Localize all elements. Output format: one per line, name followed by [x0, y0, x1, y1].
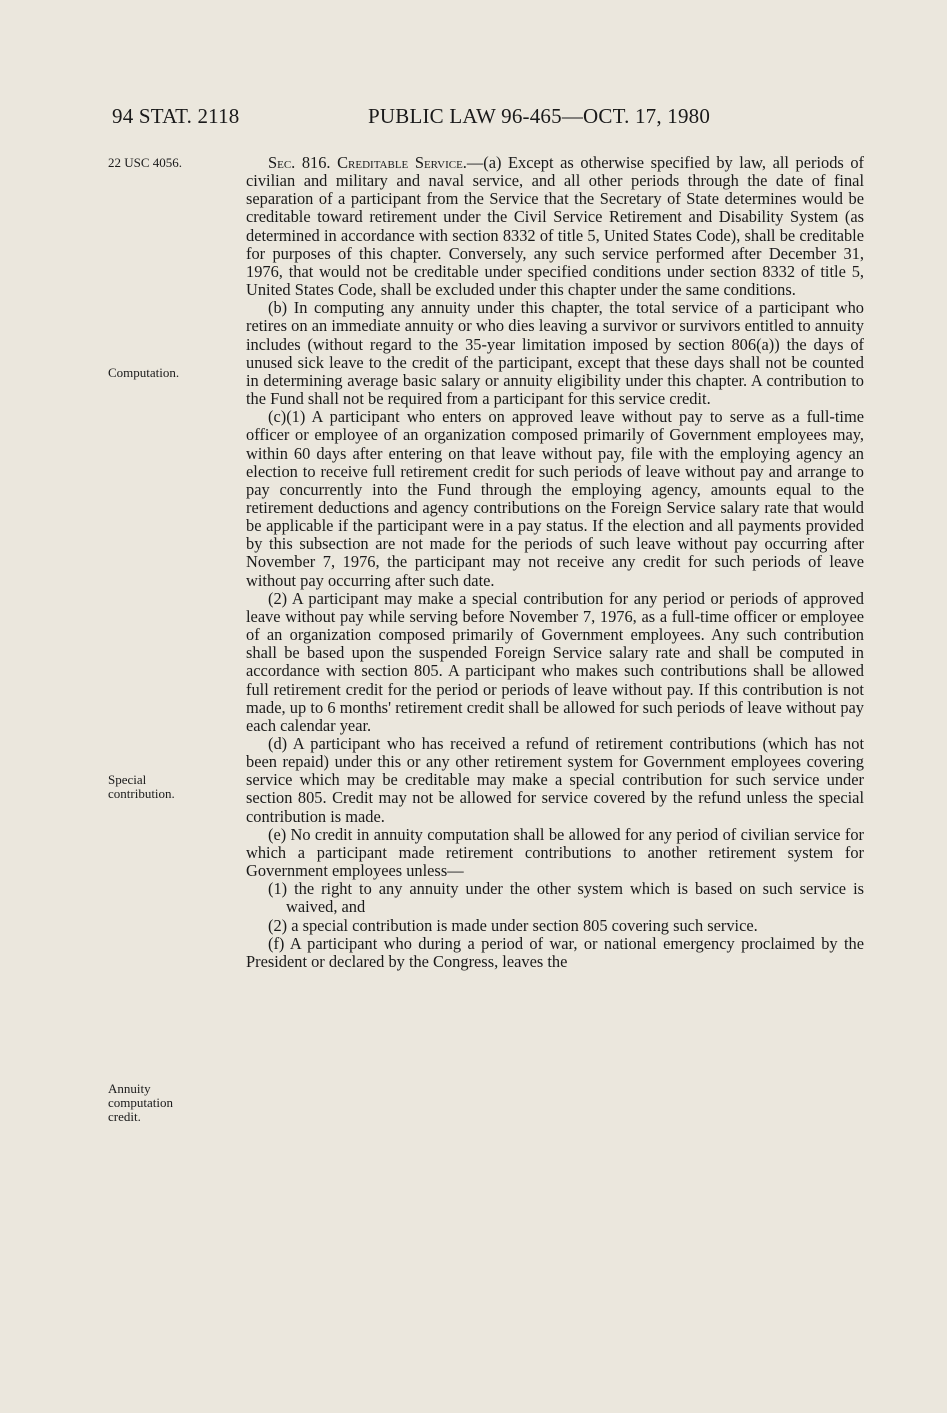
stat-page-number: 94 STAT. 2118	[112, 104, 240, 128]
paragraph-c2: (2) A participant may make a special contribution for any period or periods of approved leave without pay while serving before November 7, 1976, as a full-time officer or employee of an organization composed primarily of Government employees. Any such contribution shall be based upon the suspended Foreign Service salary rate and shall be computed in accordance with section 805. A participant who makes such contributions shall be allowed full retirement credit for the period or periods of leave without pay. If this contribution is not made, up to 6 months' retirement credit shall be allowed for such periods of leave without pay each calendar year.	[246, 588, 864, 735]
paragraph-e2: (2) a special contribution is made under section 805 covering such service.	[268, 915, 758, 935]
public-law-title: PUBLIC LAW 96-465—OCT. 17, 1980	[368, 104, 711, 128]
section-title: Creditable Service	[337, 153, 463, 172]
section-number: Sec. 816.	[268, 153, 331, 172]
margin-note-usc: 22 USC 4056.	[108, 155, 183, 170]
paragraph-e: (e) No credit in annuity computation shall be allowed for any period of civilian service for which a participant made retirement contributions to another retirement system for Government employees unless—	[246, 824, 864, 881]
section-body	[246, 154, 864, 971]
margin-note-annuity-computation-credit: Annuity computation credit.	[108, 1081, 173, 1124]
paragraph-a-text: .—(a) Except as otherwise specified by law, all periods of civilian and military and naval service, and all other periods through the date of final separation of a participant from the Service that the Secretary of State determines would be creditable toward retirement under the Civil Service Retirement and Disability System (as determined in accordance with section 8332 of title 5, United States Code), shall be creditable for purposes of this chapter. Conversely, any such service performed after December 31, 1976, that would not be creditable under specified conditions under section 8332 of title 5, United States Code, shall be excluded under this chapter under the same conditions.	[246, 153, 864, 300]
margin-note-computation: Computation.	[108, 365, 180, 380]
paragraph-c1: (c)(1) A participant who enters on approved leave without pay to serve as a full-time officer or employee of an organization composed primarily of Government employees may, within 60 days after entering on that leave without pay, file with the employing agency an election to receive full retirement credit for such periods of leave without pay and arrange to pay concurrently into the Fund through the employing agency, amounts equal to the retirement deductions and agency contributions on the Foreign Service salary rate that would be applicable if the participant were in a pay status. If the election and all payments provided by this subsection are not made for the periods of such leave without pay occurring after November 7, 1976, the participant may not receive any credit for such periods of leave without pay occurring after such date.	[246, 407, 864, 590]
paragraph-b: (b) In computing any annuity under this chapter, the total service of a participant who retires on an immediate annuity or who dies leaving a survivor or survivors entitled to annuity includes (without regard to the 35-year limitation imposed by section 806(a)) the days of unused sick leave to the credit of the participant, except that these days shall not be counted in determining average basic salary or annuity eligibility under this chapter. A contribution to the Fund shall not be required from a participant for this service credit.	[246, 298, 864, 409]
paragraph-f: (f) A participant who during a period of war, or national emergency proclaimed by the President or declared by the Congress, leaves the	[246, 933, 864, 971]
paragraph-d: (d) A participant who has received a refund of retirement contributions (which has not been repaid) under this or any other retirement system for Government employees covering service which may be creditable may make a special contribution for such service under section 805. Credit may not be allowed for service covered by the refund unless the special contribution is made.	[246, 734, 864, 826]
margin-note-special-contribution: Special contribution.	[108, 772, 175, 801]
paragraph-e1: (1) the right to any annuity under the other system which is based on such service is waived, and	[268, 879, 864, 917]
paragraph-a	[246, 154, 864, 299]
